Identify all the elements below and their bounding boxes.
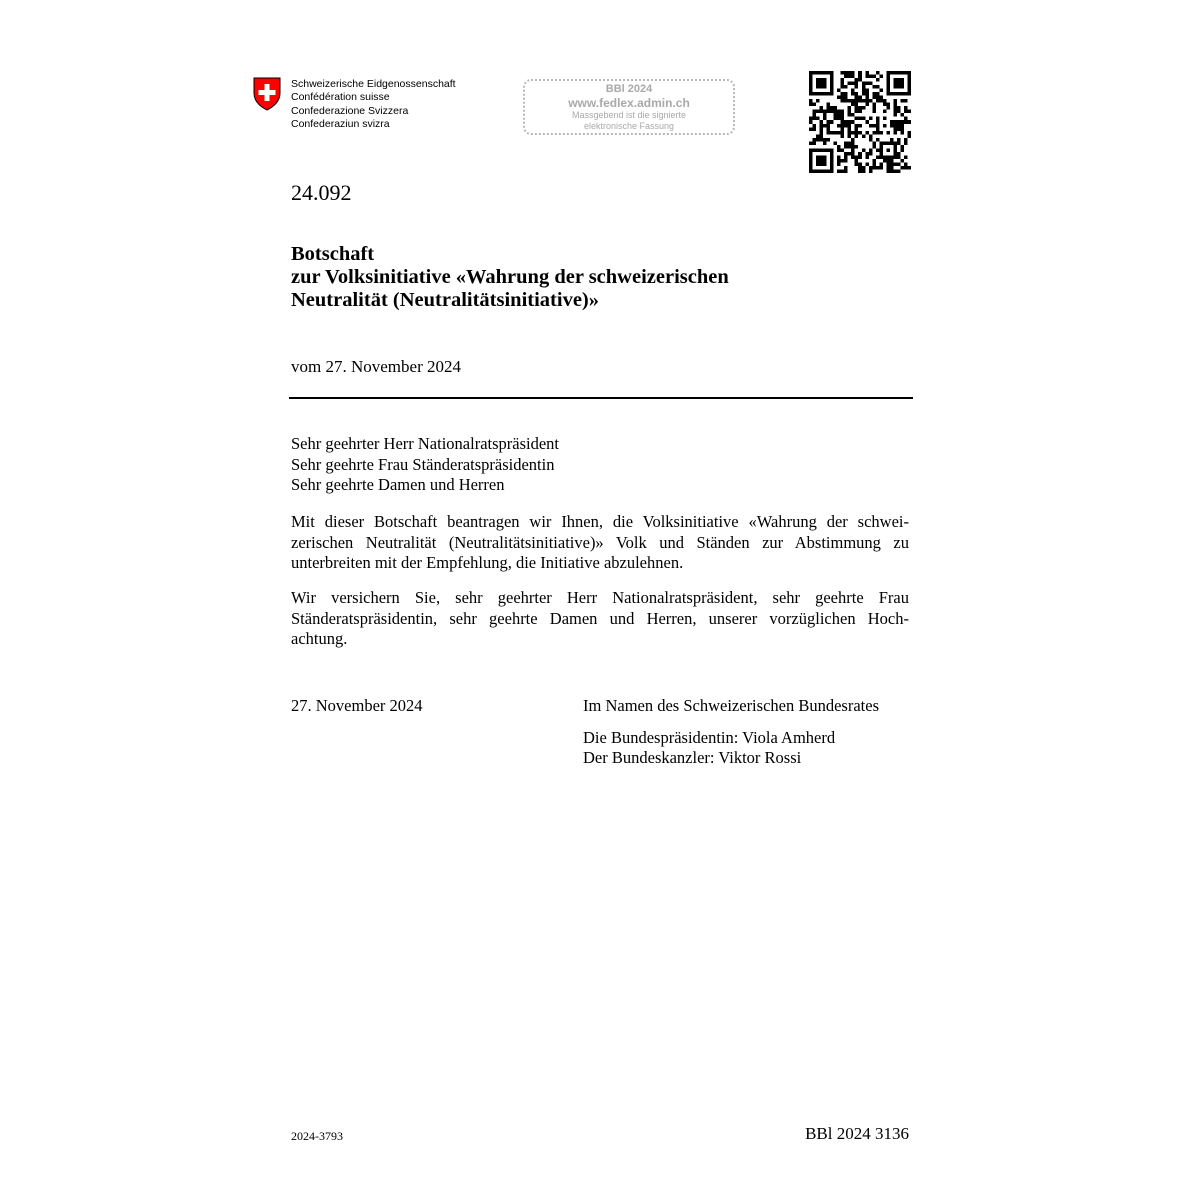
stamp-line-1: BBl 2024 [605, 83, 653, 95]
stamp-line-4: elektronische Fassung [583, 121, 675, 131]
confederation-name-de: Schweizerische Eidgenossenschaft [291, 78, 456, 90]
signature-block [583, 696, 879, 769]
title-line-1: Botschaft [291, 243, 375, 265]
swiss-cross-shield-icon [253, 77, 281, 111]
footer-reference: BBl 2024 3136 [805, 1124, 909, 1143]
document-date: vom 27. November 2024 [291, 357, 461, 376]
footer-document-id: 2024-3793 [291, 1129, 343, 1143]
document-number: 24.092 [291, 180, 352, 205]
paragraph-closing [291, 588, 909, 650]
signature-president: Die Bundespräsidentin: Viola Amherd [583, 727, 836, 747]
salutation-line-3: Sehr geehrte Damen und Herren [291, 475, 505, 494]
title-line-2: zur Volksinitiative «Wahrung der schweizerischen [291, 266, 729, 288]
salutation [291, 434, 559, 496]
paragraph-line: achtung. [291, 629, 348, 648]
title-line-3: Neutralität (Neutralitätsinitiative)» [291, 289, 599, 311]
paragraph-line: zerischen Neutralität (Neutralitätsinitiative)» Volk und Ständen zur Abstimmung zu [291, 532, 909, 552]
paragraph-line: Ständeratspräsidentin, sehr geehrte Damen und Herren, unserer vorzüglichen Hoch- [291, 608, 909, 628]
confederation-names [291, 78, 456, 131]
salutation-line-1: Sehr geehrter Herr Nationalratspräsident [291, 434, 560, 453]
confederation-name-rm: Confederaziun svizra [291, 117, 390, 130]
paragraph-line: unterbreiten mit der Empfehlung, die Initiative abzulehnen. [291, 553, 684, 572]
salutation-line-2: Sehr geehrte Frau Ständeratspräsidentin [291, 454, 555, 474]
paragraph-line: Mit dieser Botschaft beantragen wir Ihnen, die Volksinitiative «Wahrung der schwei- [291, 512, 909, 531]
qr-code-icon [809, 71, 911, 173]
signature-on-behalf: Im Namen des Schweizerischen Bundesrates [583, 696, 879, 715]
confederation-name-fr: Confédération suisse [291, 91, 390, 104]
document-title [291, 243, 911, 312]
stamp-line-3: Massgebend ist die signierte [571, 110, 687, 120]
horizontal-divider [289, 397, 913, 399]
stamp-line-2: www.fedlex.admin.ch [568, 96, 690, 110]
signature-date: 27. November 2024 [291, 696, 423, 715]
paragraph-line: Wir versichern Sie, sehr geehrter Herr Nationalratspräsident, sehr geehrte Frau [291, 588, 909, 607]
confederation-name-it: Confederazione Svizzera [291, 104, 409, 117]
paragraph-request [291, 512, 909, 574]
signature-chancellor: Der Bundeskanzler: Viktor Rossi [583, 748, 802, 767]
signature-stamp [523, 79, 735, 135]
